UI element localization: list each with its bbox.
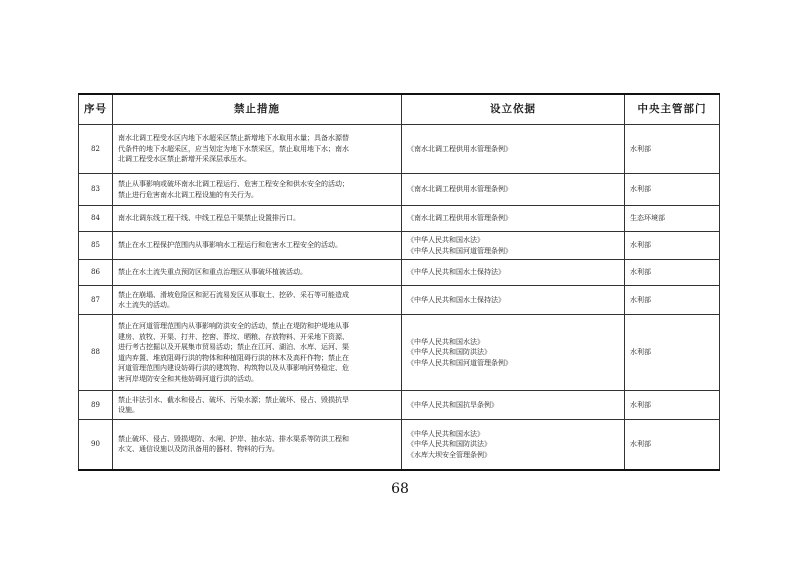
basis-cell	[402, 420, 625, 470]
measure-line: 北调工程受水区禁止新增开采深层承压水。	[118, 155, 251, 164]
measure-cell	[113, 232, 402, 260]
basis-line: 《中华人民共和国防洪法》	[407, 440, 491, 448]
dept-cell: 水利部	[625, 125, 720, 174]
header-measure: 禁止措施	[113, 94, 402, 125]
measure-line: 禁止非法引水、截水和侵占、破坏、污染水源；禁止破坏、侵占、毁损抗旱	[118, 395, 349, 404]
measure-line: 南水北调工程受水区内地下水超采区禁止新增地下水取用水量；具备水源替	[118, 134, 349, 143]
basis-cell	[402, 125, 625, 174]
basis-line: 《南水北调工程供用水管理条例》	[407, 185, 512, 194]
measure-cell	[113, 125, 402, 174]
dept-cell: 水利部	[625, 232, 720, 260]
measure-line: 禁止在水土流失重点预防区和重点治理区从事破坏植被活动。	[118, 268, 307, 277]
basis-line: 《水库大坝安全管理条例》	[407, 450, 491, 459]
measure-cell	[113, 315, 402, 391]
table-header-row	[79, 94, 720, 125]
measure-cell	[113, 206, 402, 232]
basis-cell	[402, 391, 625, 420]
measure-line: 河道管理范围内建设妨碍行洪的建筑物、构筑物以及从事影响河势稳定、危	[118, 364, 349, 372]
dept-cell: 水利部	[625, 391, 720, 420]
basis-line: 《南水北调工程供用水管理条例》	[407, 214, 512, 223]
dept-cell: 水利部	[625, 260, 720, 286]
basis-cell	[402, 232, 625, 260]
measure-line: 进行考古挖掘以及开展集市贸易活动；禁止在江河、湖泊、水库、运河、渠	[118, 343, 349, 351]
dept-cell: 水利部	[625, 174, 720, 206]
measure-cell	[113, 286, 402, 315]
measure-line: 水文、通信设施以及防汛备用的器材、物料的行为。	[118, 445, 279, 454]
table-row	[79, 391, 720, 420]
row-number: 85	[79, 232, 113, 260]
prohibition-table	[78, 93, 720, 471]
basis-line: 《中华人民共和国防洪法》	[407, 348, 491, 357]
measure-cell	[113, 420, 402, 470]
header-basis: 设立依据	[402, 94, 625, 125]
row-number: 83	[79, 174, 113, 206]
measure-line: 道内弃置、堆放阻碍行洪的物体和种植阻碍行洪的林木及高秆作物；禁止在	[118, 353, 349, 362]
measure-line: 代条件的地下水超采区，应当划定为地下水禁采区，禁止取用地下水；南水	[118, 144, 349, 153]
header-no: 序号	[79, 94, 113, 125]
measure-line: 南水北调东线工程干线、中线工程总干渠禁止设置排污口。	[118, 214, 300, 223]
basis-cell	[402, 206, 625, 232]
basis-line: 《中华人民共和国水法》	[407, 429, 484, 438]
table-row	[79, 420, 720, 470]
measure-line: 建房、放牧、开渠、打井、挖窖、葬坟、晒粮、存放物料、开采地下资源、	[118, 332, 349, 341]
dept-cell: 水利部	[625, 315, 720, 391]
measure-line: 禁止破坏、侵占、毁损堤防、水闸、护岸、抽水站、排水渠系等防洪工程和	[118, 434, 349, 443]
basis-line: 《中华人民共和国河道管理条例》	[407, 246, 512, 255]
basis-line: 《中华人民共和国水土保持法》	[407, 268, 505, 277]
basis-line: 《中华人民共和国水土保持法》	[407, 295, 505, 304]
table-row	[79, 232, 720, 260]
row-number: 90	[79, 420, 113, 470]
basis-line: 《南水北调工程供用水管理条例》	[407, 144, 512, 153]
dept-cell: 水利部	[625, 420, 720, 470]
table-row	[79, 260, 720, 286]
basis-line: 《中华人民共和国河道管理条例》	[407, 358, 512, 367]
basis-cell	[402, 315, 625, 391]
row-number: 86	[79, 260, 113, 286]
table-row	[79, 174, 720, 206]
table-row	[79, 125, 720, 174]
row-number: 87	[79, 286, 113, 315]
basis-line: 《中华人民共和国水法》	[407, 236, 484, 244]
header-dept: 中央主管部门	[625, 94, 720, 125]
basis-line: 《中华人民共和国抗旱条例》	[407, 400, 498, 409]
measure-cell	[113, 391, 402, 420]
page-number: 68	[391, 481, 409, 497]
measure-line: 水土流失的活动。	[118, 301, 174, 309]
basis-line: 《中华人民共和国水法》	[407, 337, 484, 346]
dept-cell: 水利部	[625, 286, 720, 315]
measure-line: 禁止从事影响或破坏南水北调工程运行、危害工程安全和供水安全的活动；	[118, 180, 349, 188]
table-body	[79, 125, 720, 470]
measure-line: 禁止在水工程保护范围内从事影响水工程运行和危害水工程安全的活动。	[118, 241, 342, 250]
dept-cell: 生态环境部	[625, 206, 720, 232]
measure-line: 害河岸堤防安全和其他妨碍河道行洪的活动。	[118, 374, 258, 383]
basis-cell	[402, 260, 625, 286]
measure-line: 禁止在河道管理范围内从事影响防洪安全的活动，禁止在堤防和护堤地从事	[118, 322, 349, 330]
row-number: 84	[79, 206, 113, 232]
measure-cell	[113, 174, 402, 206]
row-number: 88	[79, 315, 113, 391]
row-number: 82	[79, 125, 113, 174]
measure-cell	[113, 260, 402, 286]
measure-line: 禁止在崩塌、滑坡危险区和泥石流易发区从事取土、挖砂、采石等可能造成	[118, 290, 349, 299]
basis-cell	[402, 286, 625, 315]
measure-line: 禁止进行危害南水北调工程设施的有关行为。	[118, 190, 258, 199]
basis-cell	[402, 174, 625, 206]
measure-line: 设施。	[118, 406, 139, 414]
row-number: 89	[79, 391, 113, 420]
table-row	[79, 286, 720, 315]
table-row	[79, 315, 720, 391]
table-row	[79, 206, 720, 232]
